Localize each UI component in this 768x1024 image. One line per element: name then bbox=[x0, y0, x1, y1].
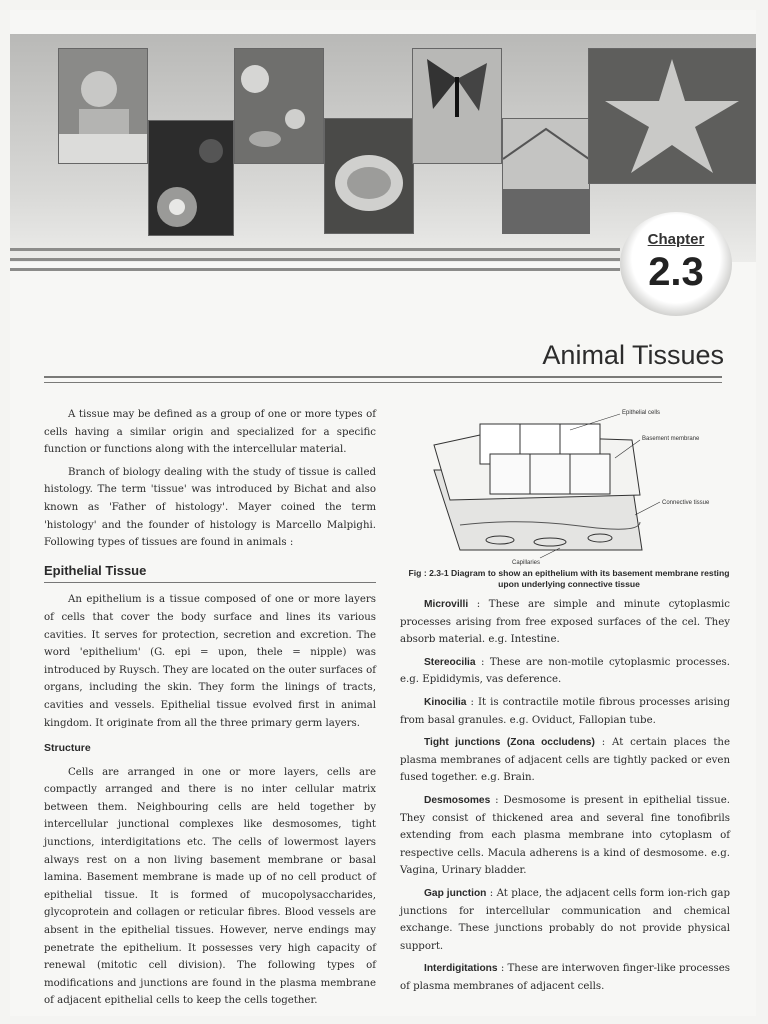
label-capillaries: Capillaries bbox=[512, 560, 541, 566]
term-interdigitations: Interdigitations bbox=[424, 963, 498, 975]
researcher-photo bbox=[58, 48, 148, 164]
intro-paragraph-2: Branch of biology dealing with the study of tissue is called histology. The term 'tissue' was introduced by Bichat and also known as 'Father of histology'. Mayer coined the term 'histology' and the founder of histology is Marcello Malpighi. Following types of tissues are found in animals : bbox=[44, 466, 376, 549]
starfish-photo bbox=[588, 48, 756, 184]
label-basement-membrane: Basement membrane bbox=[642, 436, 700, 442]
chapter-badge bbox=[620, 212, 732, 316]
greenhouse-photo bbox=[502, 118, 590, 234]
stereocilia-paragraph bbox=[400, 654, 730, 689]
epithelial-paragraph: An epithelium is a tissue composed of one or more layers of cells that cover the body surface and lines its various cavities. It serves for protection, secretion and excretion. The word 'epithelium' (G. epi = upon, thele = nipple) was introduced by Ruysch. They are located on the outer surfaces of organs, including the skin. They form the linings of tracts, cavities and vessels. Epithelial tissue evolved first in animal kingdom. It originate from all the three primary germ layers. bbox=[44, 594, 376, 729]
text-tight-junctions: : At certain places the plasma membranes of adjacent cells are tightly packed or even fused together. e.g. Brain. bbox=[400, 737, 730, 784]
text-stereocilia: : These are non-motile cytoplasmic processes. e.g. Epididymis, vas deference. bbox=[400, 656, 730, 686]
interdigitations-paragraph bbox=[400, 960, 730, 995]
structure-paragraph: Cells are arranged in one or more layers, cells are compactly arranged and there is no inter cellular matrix between them. Neighbouring cells are held together by intercellular junctional complexes like desmosomes, tight junctions, interdigitations etc. The cells of lowermost layers always rest on a non living basement membrane or basal lamina. Basement membrane is made up of no cell product of epithelial tissue. It is formed of mucopolysaccharides, glycoprotein and collagen or reticular fibres. Blood vessels are absent in the epithelial tissues. However, nerve endings may penetrate the epithelium. It possesses very high capacity of renewal (mitotic cell division). The following types of modifications and junctions are found in the plasma membrane of adjacent epithelial cells to keep the cells together. bbox=[44, 766, 376, 1007]
text-interdigitations: : These are interwoven finger-like processes of plasma membranes of adjacent cells. bbox=[400, 963, 730, 992]
tight-junctions-paragraph bbox=[400, 734, 730, 787]
text-kinocilia: : It is contractile motile fibrous processes arising from basal granules. e.g. Oviduct, Fallopian tube. bbox=[400, 696, 730, 726]
structure-heading: Structure bbox=[44, 742, 91, 755]
section-heading-epithelial: Epithelial Tissue bbox=[44, 562, 376, 584]
sea-anemone-photo bbox=[324, 118, 414, 234]
kinocilia-paragraph bbox=[400, 694, 730, 729]
term-microvilli: Microvilli bbox=[424, 599, 469, 610]
dandelion-photo bbox=[148, 120, 234, 236]
text-microvilli: : These are simple and minute cytoplasmic processes arising from free exposed surfaces of the cel. They absorb material. e.g. Intestine. bbox=[400, 599, 730, 646]
text-desmosomes: : Desmosome is present in epithelial tissue. They consist of thickened area and several fine tonofibrils extending from each plasma membrane into cytoplasm of respective cells. Macula adherens is a kind of desmosome. e.g. Vagina, Urinary bladder. bbox=[400, 794, 730, 877]
title-rule-bottom bbox=[44, 382, 722, 383]
chapter-number: 2.3 bbox=[648, 250, 704, 294]
label-connective-tissue: Connective tissue bbox=[662, 500, 710, 506]
intro-paragraph-1: A tissue may be defined as a group of one or more types of cells having a similar origin and specialized for a specific function or functions along with the intercellular material. bbox=[44, 409, 376, 456]
butterfly-photo bbox=[412, 48, 502, 164]
epithelium-diagram bbox=[420, 400, 742, 568]
term-stereocilia: Stereocilia bbox=[424, 656, 476, 668]
chapter-label: Chapter bbox=[647, 231, 705, 248]
text-gap-junction: : At place, the adjacent cells form ion-rich gap junctions for intercellular communication and chemical exchange. These junctions probably do not provide physical support. bbox=[400, 887, 730, 952]
term-gap-junction: Gap junction bbox=[424, 887, 487, 899]
page-title: Animal Tissues bbox=[542, 340, 724, 370]
header-stripes bbox=[10, 246, 620, 280]
left-column bbox=[44, 406, 376, 1015]
title-rule-top bbox=[44, 376, 722, 378]
term-desmosomes: Desmosomes bbox=[424, 794, 491, 806]
figure-caption: Fig : 2.3-1 Diagram to show an epithelium with its basement membrane resting upon underlying connective tissue bbox=[408, 568, 730, 589]
label-epithelial-cells: Epithelial cells bbox=[622, 410, 661, 416]
desmosomes-paragraph bbox=[400, 792, 730, 880]
term-kinocilia: Kinocilia bbox=[424, 696, 467, 708]
term-tight-junctions: Tight junctions (Zona occludens) bbox=[424, 737, 595, 749]
right-column bbox=[400, 596, 730, 1000]
microbes-photo bbox=[234, 48, 324, 164]
microvilli-paragraph bbox=[400, 596, 730, 649]
gap-junction-paragraph bbox=[400, 885, 730, 955]
